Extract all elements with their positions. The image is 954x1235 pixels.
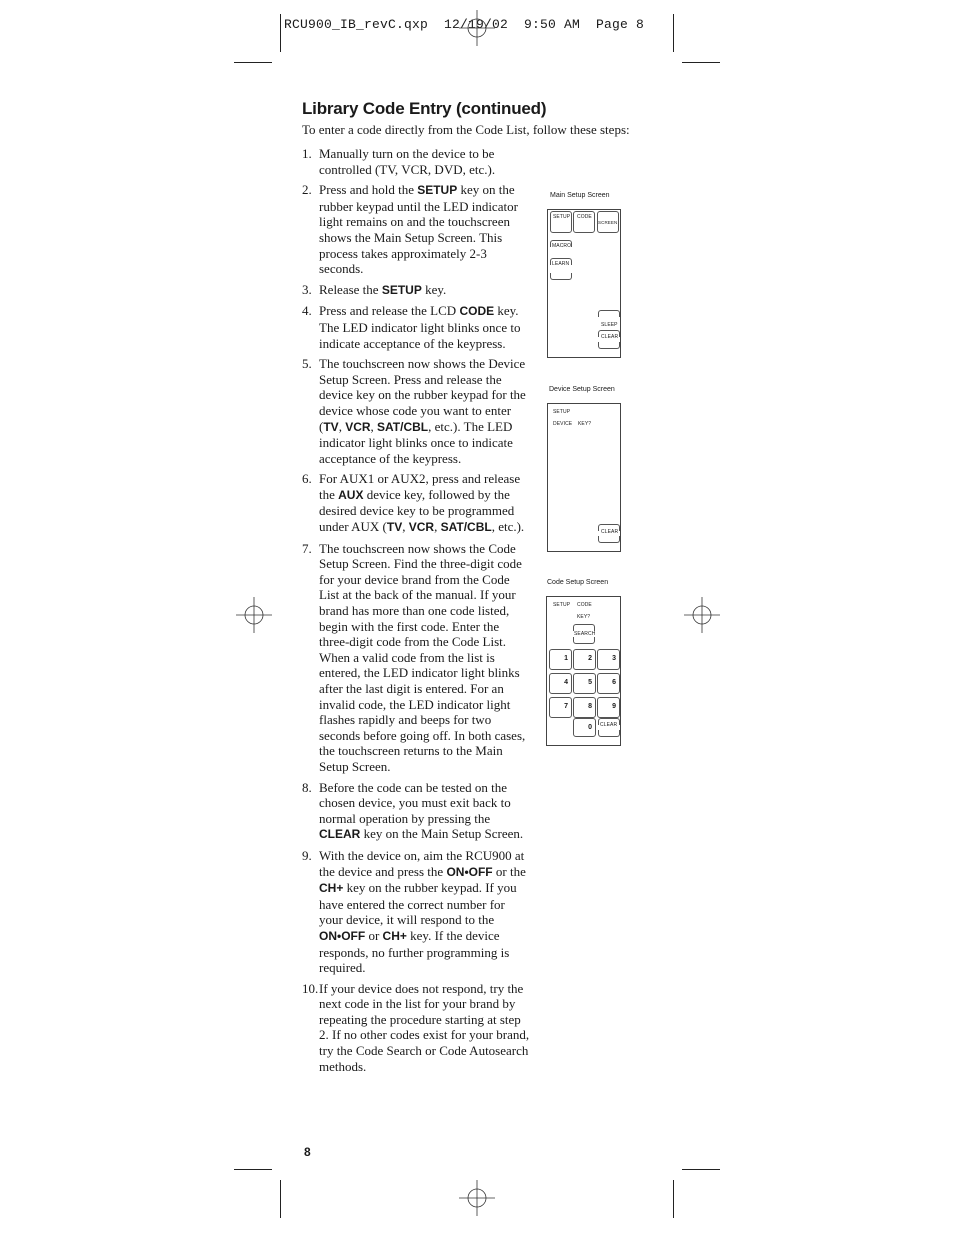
key-name: CODE xyxy=(459,304,495,319)
clear-lcd-label: CLEAR xyxy=(601,334,619,340)
digit-key-9 xyxy=(597,697,620,718)
digit-label: 5 xyxy=(588,679,592,686)
key-name: SETUP xyxy=(381,282,422,297)
screen-lcd-label: SCREEN xyxy=(598,220,618,225)
device-clear-key-bottom xyxy=(598,536,620,543)
device-setup-caption: Device Setup Screen xyxy=(549,386,615,393)
step-number: 6. xyxy=(302,471,312,487)
step-text: Press and release the LCD xyxy=(319,303,460,319)
step-text: For AUX1 or AUX2, press and release the xyxy=(319,471,521,502)
step-text: key. The LED indicator light blinks once to indicate acceptance of the keypress. xyxy=(319,303,521,351)
main-setup-screen xyxy=(547,209,621,358)
digit-label: 7 xyxy=(564,703,568,710)
step-4 xyxy=(302,303,530,351)
key-name: VCR xyxy=(408,520,435,535)
search-lcd-label: SEARCH xyxy=(574,631,596,637)
main-setup-caption: Main Setup Screen xyxy=(550,192,610,199)
key-name: ON•OFF xyxy=(446,864,493,879)
key-name: AUX xyxy=(338,487,364,502)
key-name: TV xyxy=(323,419,339,434)
search-lcd-key xyxy=(573,624,595,631)
key-name: ON•OFF xyxy=(319,928,366,943)
step-number: 9. xyxy=(302,847,312,863)
step-8 xyxy=(302,780,530,843)
step-10 xyxy=(302,981,530,1075)
step-text: key on the rubber keypad until the LED indicator light remains on and the touchscreen shows the Main Setup Screen. This process takes approximately 2-3 seconds. xyxy=(319,182,518,277)
digit-label: 4 xyxy=(564,679,568,686)
key-name: CH+ xyxy=(382,928,407,943)
learn-lcd-label: LEARN xyxy=(552,261,570,267)
key-name: VCR xyxy=(345,419,371,434)
step-text: , xyxy=(434,519,441,535)
step-text: key on the rubber keypad. If you have entered the correct number for your device, it will respond to the xyxy=(319,880,517,928)
step-1 xyxy=(302,146,530,177)
registration-mark-right xyxy=(684,597,720,633)
digit-label: 2 xyxy=(588,655,592,662)
step-text: The touchscreen now shows the Code Setup Screen. Find the three-digit code for your device brand from the Code List at the back of the manual. If your brand has more than one code listed, begin with the first code. Enter the three-digit code from the Code List. When a valid code from the list is entered, the LED indicator light blinks after the last digit is entered. For an invalid code, the LED indicator light flashes rapidly and beeps for two seconds before going off. In both cases, the touchscreen returns to the Main Setup Screen. xyxy=(319,540,526,774)
learn-lcd-key-bottom xyxy=(550,273,572,280)
device-setup-label: SETUP xyxy=(553,409,571,415)
device-setup-screen xyxy=(547,403,621,552)
step-number: 2. xyxy=(302,182,312,198)
digit-key-3 xyxy=(597,649,620,670)
step-text: key. xyxy=(421,281,447,297)
device-clear-label: CLEAR xyxy=(601,529,619,535)
step-text: Release the xyxy=(319,281,382,297)
step-text: or xyxy=(365,927,383,943)
clear-lcd-key-bottom xyxy=(598,342,620,349)
sleep-lcd-label: SLEEP xyxy=(601,322,618,328)
step-3 xyxy=(302,282,530,299)
step-6 xyxy=(302,471,530,535)
device-key-prompt: KEY? xyxy=(578,421,592,427)
digit-label: 6 xyxy=(612,679,616,686)
digit-key-5 xyxy=(573,673,596,694)
code-lcd-label: CODE xyxy=(577,214,592,220)
digit-label: 9 xyxy=(612,703,616,710)
key-name: CLEAR xyxy=(319,827,361,842)
code-key-prompt: KEY? xyxy=(577,614,591,620)
code-setup-label: SETUP xyxy=(553,602,571,608)
step-number: 4. xyxy=(302,303,312,319)
step-text: Press and hold the xyxy=(319,182,418,198)
step-text: or the xyxy=(492,863,526,879)
key-name: SAT/CBL xyxy=(377,419,429,434)
digit-key-0 xyxy=(573,718,596,737)
step-9 xyxy=(302,848,530,976)
code-clear-key-bottom xyxy=(598,730,620,737)
registration-mark-bottom xyxy=(459,1180,495,1216)
digit-label: 1 xyxy=(564,655,568,662)
code-clear-label: CLEAR xyxy=(600,722,618,728)
step-text: With the device on, aim the RCU900 at the device and press the xyxy=(319,847,525,879)
page-number: 8 xyxy=(304,1145,311,1159)
key-name: SETUP xyxy=(417,183,458,198)
step-number: 1. xyxy=(302,146,312,161)
device-device-label: DEVICE xyxy=(553,421,573,427)
digit-key-7 xyxy=(549,697,572,718)
sleep-lcd-key xyxy=(598,310,620,317)
step-number: 7. xyxy=(302,540,312,556)
steps-list xyxy=(302,146,530,1079)
step-text: The touchscreen now shows the Device Setup Screen. Press and release the device key on the rubber keypad for the device whose code you want to enter ( xyxy=(319,356,526,434)
key-name: SAT/CBL xyxy=(440,520,492,535)
setup-lcd-label: SETUP xyxy=(553,214,571,220)
digit-label: 8 xyxy=(588,703,592,710)
digit-key-4 xyxy=(549,673,572,694)
step-text: device key, followed by the desired device key to be programmed under AUX ( xyxy=(319,486,515,535)
slug-line: RCU900_IB_revC.qxp 12/19/02 9:50 AM Page 8 xyxy=(284,17,645,32)
step-text: , etc.). xyxy=(491,519,525,535)
key-name: TV xyxy=(386,520,403,535)
macro-lcd-label: MACRO xyxy=(552,243,572,249)
digit-key-1 xyxy=(549,649,572,670)
step-text: key on the Main Setup Screen. xyxy=(360,826,524,842)
digit-label: 0 xyxy=(588,724,592,731)
code-setup-caption: Code Setup Screen xyxy=(547,579,609,586)
step-number: 10. xyxy=(302,980,319,996)
intro-text: To enter a code directly from the Code List, follow these steps: xyxy=(302,122,630,137)
step-text: , etc.). The LED indicator light blinks once to indicate acceptance of the keypress. xyxy=(319,418,513,466)
step-2 xyxy=(302,182,530,277)
digit-key-2 xyxy=(573,649,596,670)
step-text: , xyxy=(402,519,409,535)
registration-mark-left xyxy=(236,597,272,633)
step-5 xyxy=(302,356,530,466)
registration-mark-top xyxy=(459,10,495,46)
step-text: Before the code can be tested on the chosen device, you must exit back to normal operation by pressing the xyxy=(319,779,511,826)
step-number: 3. xyxy=(302,281,312,297)
step-text: Manually turn on the device to be controlled (TV, VCR, DVD, etc.). xyxy=(319,146,496,177)
digit-key-8 xyxy=(573,697,596,718)
step-text: If your device does not respond, try the next code in the list for your brand by repeating the procedure starting at step 2. If no other codes exist for your brand, try the Code Search or Code Autosearch methods. xyxy=(319,980,530,1074)
step-number: 5. xyxy=(302,356,312,372)
search-lcd-key-bottom xyxy=(573,637,595,644)
digit-label: 3 xyxy=(612,655,616,662)
step-7 xyxy=(302,541,530,775)
code-code-label: CODE xyxy=(577,602,592,608)
key-name: CH+ xyxy=(319,881,344,896)
code-setup-screen xyxy=(546,596,621,746)
digit-key-6 xyxy=(597,673,620,694)
step-text: , xyxy=(338,418,346,434)
step-number: 8. xyxy=(302,779,312,795)
page-title: Library Code Entry (continued) xyxy=(302,99,547,118)
step-text: key. If the device responds, no further programming is required. xyxy=(319,927,510,976)
step-text: , xyxy=(370,418,378,434)
